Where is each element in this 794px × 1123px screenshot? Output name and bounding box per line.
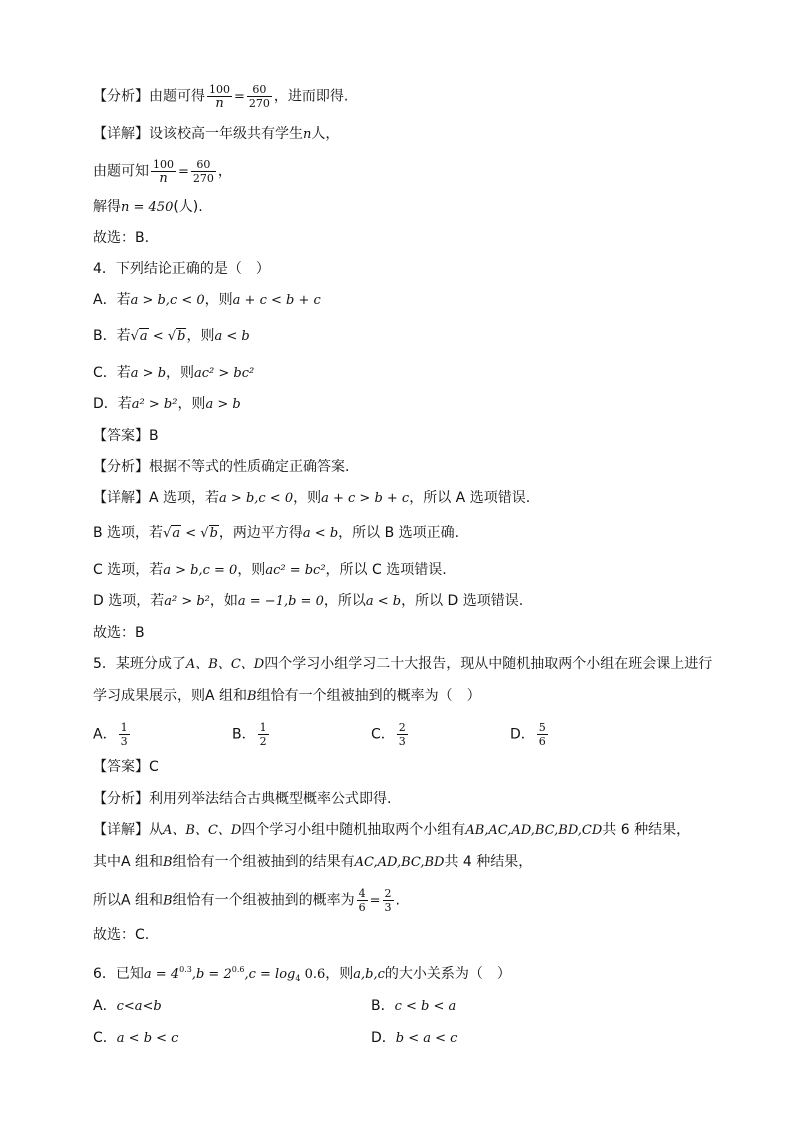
answer-value: C [149,759,159,775]
text: ，所以 [323,593,366,609]
text: ，所以 C 选项错误. [325,562,447,578]
option-label: C．若 [93,365,131,381]
text: 故选：C. [93,927,150,943]
denominator: n [159,171,168,186]
denominator: 3 [120,735,128,748]
detail-line-q3-2 [93,158,232,185]
exponent: 0.6 [231,965,245,974]
radicand: b [209,526,218,541]
sqrt: √a [130,329,148,344]
option-label: A．若 [93,292,131,308]
text: ，则 [293,490,322,506]
radicand: a [139,329,148,344]
text: 四个学习小组学习二十大报告，现从中随机抽取两个小组在班会课上进行 [264,656,713,672]
math: a = −1,b = 0 [237,594,324,609]
text: A 选项，若 [149,490,220,506]
question-4-option-b [93,326,250,347]
numerator: 100 [209,83,230,96]
option-label: B． [232,726,256,743]
numerator: 1 [120,721,128,734]
math: a > b,c < 0 [219,491,294,506]
text: 根据不等式的性质确定正确答案. [149,459,350,475]
denominator: 3 [384,901,392,914]
text: 利用列举法结合古典概型概率公式即得. [149,791,392,807]
question-4-detail-a [93,488,530,509]
text: 四个学习小组中随机抽取两个小组有 [241,822,466,838]
tag-detail: 【详解】 [93,126,149,142]
text: ，所以 B 选项正确. [338,525,460,541]
text: 5．某班分成了 [93,656,186,672]
text: ， [217,163,232,180]
math [144,967,325,982]
text: 解得 [93,199,121,215]
question-5-detail-2 [93,852,532,873]
denominator: 270 [192,172,214,185]
text: 4．下列结论正确的是（ ） [93,261,270,277]
math: a < b < c [116,1031,179,1046]
sqrt: √b [167,329,186,344]
equals: = [369,893,381,909]
math-part: a = 4 [143,967,180,982]
answer-value: B [149,428,159,444]
math: b < a < c [395,1031,458,1046]
denominator: 3 [398,735,406,748]
question-6-option-b [371,996,456,1017]
option-label: B． [371,998,395,1014]
exponent: 0.3 [179,965,192,974]
math: a + c < b + c [232,293,321,308]
text: 设该校高一年级共有学生 [149,126,303,142]
question-5-stem-2 [93,686,481,707]
math: A、B、C、D [185,657,265,672]
numerator: 4 [358,887,366,900]
text: ，所以 D 选项错误. [401,593,524,609]
radicand: a [172,526,181,541]
question-5-stem-1 [93,654,712,675]
math: < [181,526,201,541]
math: c < b < a [394,999,457,1014]
tag-answer: 【答案】 [93,759,149,775]
math: AB,AC,AD,BC,BD,CD [465,823,603,838]
text: C 选项，若 [93,562,164,578]
text: 的大小关系为（ ） [384,966,511,982]
tag-detail: 【详解】 [93,822,149,838]
text: 由题可得 [149,88,205,105]
sqrt: √b [200,526,218,541]
question-6-option-d [371,1028,457,1049]
tag-analysis: 【分析】 [93,88,149,105]
numerator: 5 [538,721,546,734]
question-5-answer [93,757,159,777]
denominator: n [215,96,224,111]
math: ac² = bc² [265,563,326,578]
math: B [247,689,257,704]
question-4-option-d [93,394,241,415]
option-label: D．若 [93,396,132,412]
math: a > b [205,397,241,412]
text: 共 6 种结果， [602,822,691,838]
fraction [119,721,130,748]
math: A、B、C、D [163,823,242,838]
choose-line-q3 [93,228,149,248]
math-part: 0.6 [300,967,326,982]
text: 组恰有一个组被抽到的结果有 [172,854,355,870]
text: 故选：B. [93,230,150,246]
text: ，则 [166,365,195,381]
math: ac² > bc² [194,366,255,381]
text: 组恰有一个组被抽到的概率为（ ） [256,688,481,704]
text: 从 [149,822,163,838]
tag-analysis: 【分析】 [93,459,149,475]
text: 6．已知 [93,966,144,982]
math: B [163,893,173,909]
denominator: 6 [538,735,546,748]
detail-line-q3-1 [93,124,339,145]
question-4-detail-b [93,523,459,544]
fraction [191,158,216,185]
text: ，如 [209,593,238,609]
denominator: 6 [358,901,366,914]
question-5-option-a [93,721,132,748]
fraction [247,83,272,110]
text: (人). [173,199,203,215]
question-6-option-c [93,1028,178,1049]
text: ，则 [325,966,354,982]
detail-line-q3-3 [93,197,203,218]
math: c<a<b [116,999,162,1014]
tag-detail: 【详解】 [93,490,149,506]
denominator: 270 [248,97,270,110]
question-6-option-a [93,996,162,1017]
text: ，则 [237,562,266,578]
math: AC,AD,BC,BD [354,855,445,870]
question-5-option-d [510,721,550,748]
text: 共 4 种结果， [444,854,533,870]
fraction [397,721,408,748]
option-label: C． [93,1030,117,1046]
question-4-detail-d [93,591,523,612]
question-4-choose [93,623,145,643]
text: B 选项，若 [93,525,164,541]
numerator: 2 [398,721,406,734]
text: 学习成果展示，则A 组和 [93,688,248,704]
math: n = 450 [121,200,174,215]
text: 由题可知 [93,163,149,180]
text: ，两边平方得 [218,525,303,541]
question-5-analysis [93,789,391,809]
numerator: 60 [191,158,216,172]
fraction [383,887,394,914]
question-5-option-c [371,721,410,748]
option-label: A． [93,998,117,1014]
log-base: 4 [295,974,301,983]
math: a > b [130,366,167,381]
text: ，所以 A 选项错误. [409,490,531,506]
radicand: b [177,329,186,344]
math: a < b [214,329,250,344]
option-label: A． [93,726,117,743]
fraction [258,721,269,748]
math: n [303,127,312,142]
option-label: D． [510,726,535,743]
text: . [395,892,400,909]
math: a > b,c < 0 [130,293,205,308]
option-label: D． [371,1030,396,1046]
numerator: 2 [384,887,392,900]
math: a + c > b + c [321,491,410,506]
text: ，则 [204,292,233,308]
question-5-choose [93,925,149,945]
question-4-answer [93,426,159,446]
text: 人， [311,126,340,142]
sqrt: √a [163,526,181,541]
denominator: 2 [259,735,267,748]
math: a,b,c [353,967,385,982]
numerator: 1 [259,721,267,734]
text: 其中A 组和 [93,854,164,870]
question-5-detail-3 [93,887,400,914]
question-5-option-b [232,721,271,748]
question-6-stem [93,960,511,989]
equals: = [178,164,189,180]
math: B [163,855,173,870]
question-4-detail-c [93,560,447,581]
question-5-detail-1 [93,820,690,841]
fraction [207,83,232,110]
text: ，则 [177,396,206,412]
question-4-analysis [93,457,349,477]
math: a² > b² [164,594,210,609]
option-label: C． [371,726,395,743]
text: 所以A 组和 [93,892,164,909]
analysis-line-q3 [93,83,348,110]
text: 组恰有一个组被抽到的概率为 [172,892,355,909]
question-4-option-a [93,290,321,311]
question-4-stem [93,259,270,279]
text: D 选项，若 [93,593,165,609]
math: < [148,329,168,344]
text: 故选：B [93,625,145,641]
tag-analysis: 【分析】 [93,791,149,807]
math: a² > b² [131,397,178,412]
math: a < b [365,594,402,609]
math-part: ,b = 2 [191,967,232,982]
fraction [537,721,548,748]
fraction [151,158,176,185]
fraction [357,887,368,914]
numerator: 60 [247,83,272,97]
text: ，进而即得. [273,88,349,105]
math: a > b,c = 0 [163,563,238,578]
equals: = [234,89,245,105]
option-label: B．若 [93,328,131,344]
math: a < b [302,526,339,541]
text: ，则 [186,328,215,344]
math-part: ,c = log [244,967,296,982]
question-4-option-c [93,363,254,384]
numerator: 100 [153,158,174,171]
tag-answer: 【答案】 [93,428,149,444]
